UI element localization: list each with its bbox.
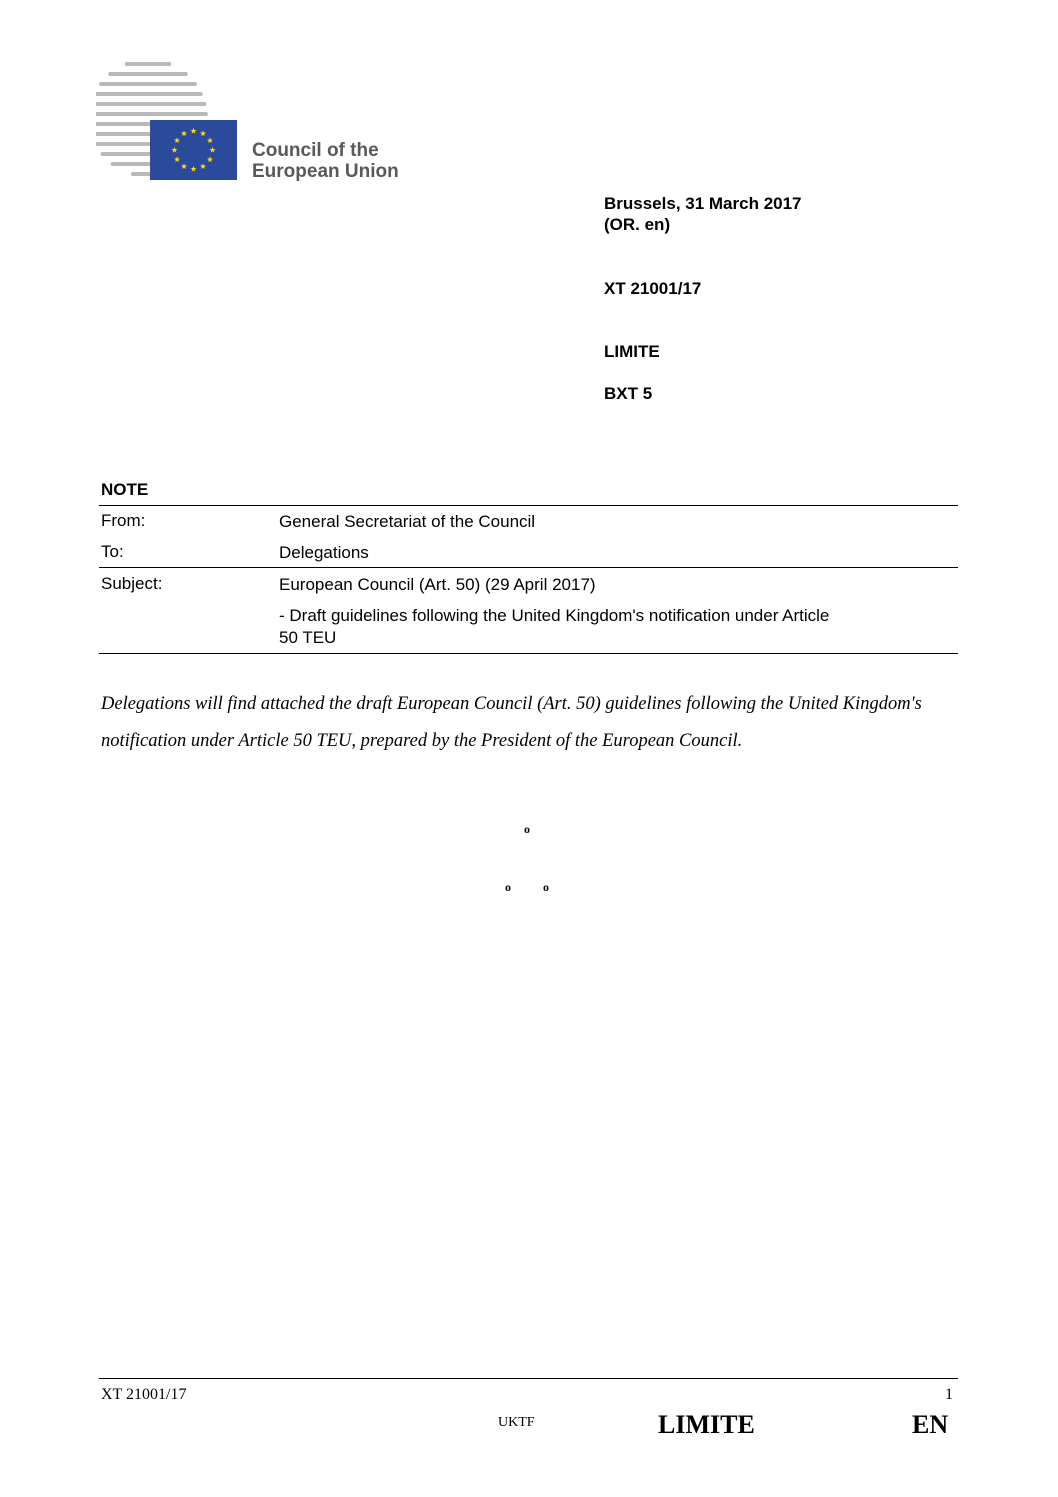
institution-name-line2: European Union [252,161,399,182]
from-value: General Secretariat of the Council [279,512,536,531]
note-title: NOTE [101,480,149,499]
separator-mark: o [543,880,549,894]
from-label: From: [101,511,146,530]
footer-document-number: XT 21001/17 [101,1386,187,1403]
document-number: XT 21001/17 [604,279,702,298]
footer-classification: LIMITE [658,1410,755,1439]
classification: LIMITE [604,342,660,361]
separator-mark: o [524,822,530,836]
separator-mark: o [505,880,511,894]
footer-language: EN [912,1410,949,1439]
institution-name-line1: Council of the [252,140,379,161]
table-rule-top [99,505,958,506]
table-rule-middle [99,567,958,568]
original-language: (OR. en) [604,215,671,234]
council-logo [96,58,416,188]
institution-name [252,140,399,182]
subject-line1: European Council (Art. 50) (29 April 2017) [279,575,596,594]
to-value: Delegations [279,543,369,562]
page-number: 1 [945,1386,953,1403]
footer-unit: UKTF [498,1415,535,1430]
council-emblem-icon [96,58,246,188]
intro-paragraph: Delegations will find attached the draft European Council (Art. 50) guidelines following the United Kingdom's notification under Article 50 TEU, prepared by the President of the European Council. [101,694,922,751]
subject-line3: 50 TEU [279,628,337,647]
place-date: Brussels, 31 March 2017 [604,194,802,213]
subject-line2: - Draft guidelines following the United Kingdom's notification under Article [279,606,830,625]
footer-rule [99,1378,958,1379]
to-label: To: [101,542,124,561]
code: BXT 5 [604,384,653,403]
subject-label: Subject: [101,574,163,593]
table-rule-bottom [99,653,958,654]
